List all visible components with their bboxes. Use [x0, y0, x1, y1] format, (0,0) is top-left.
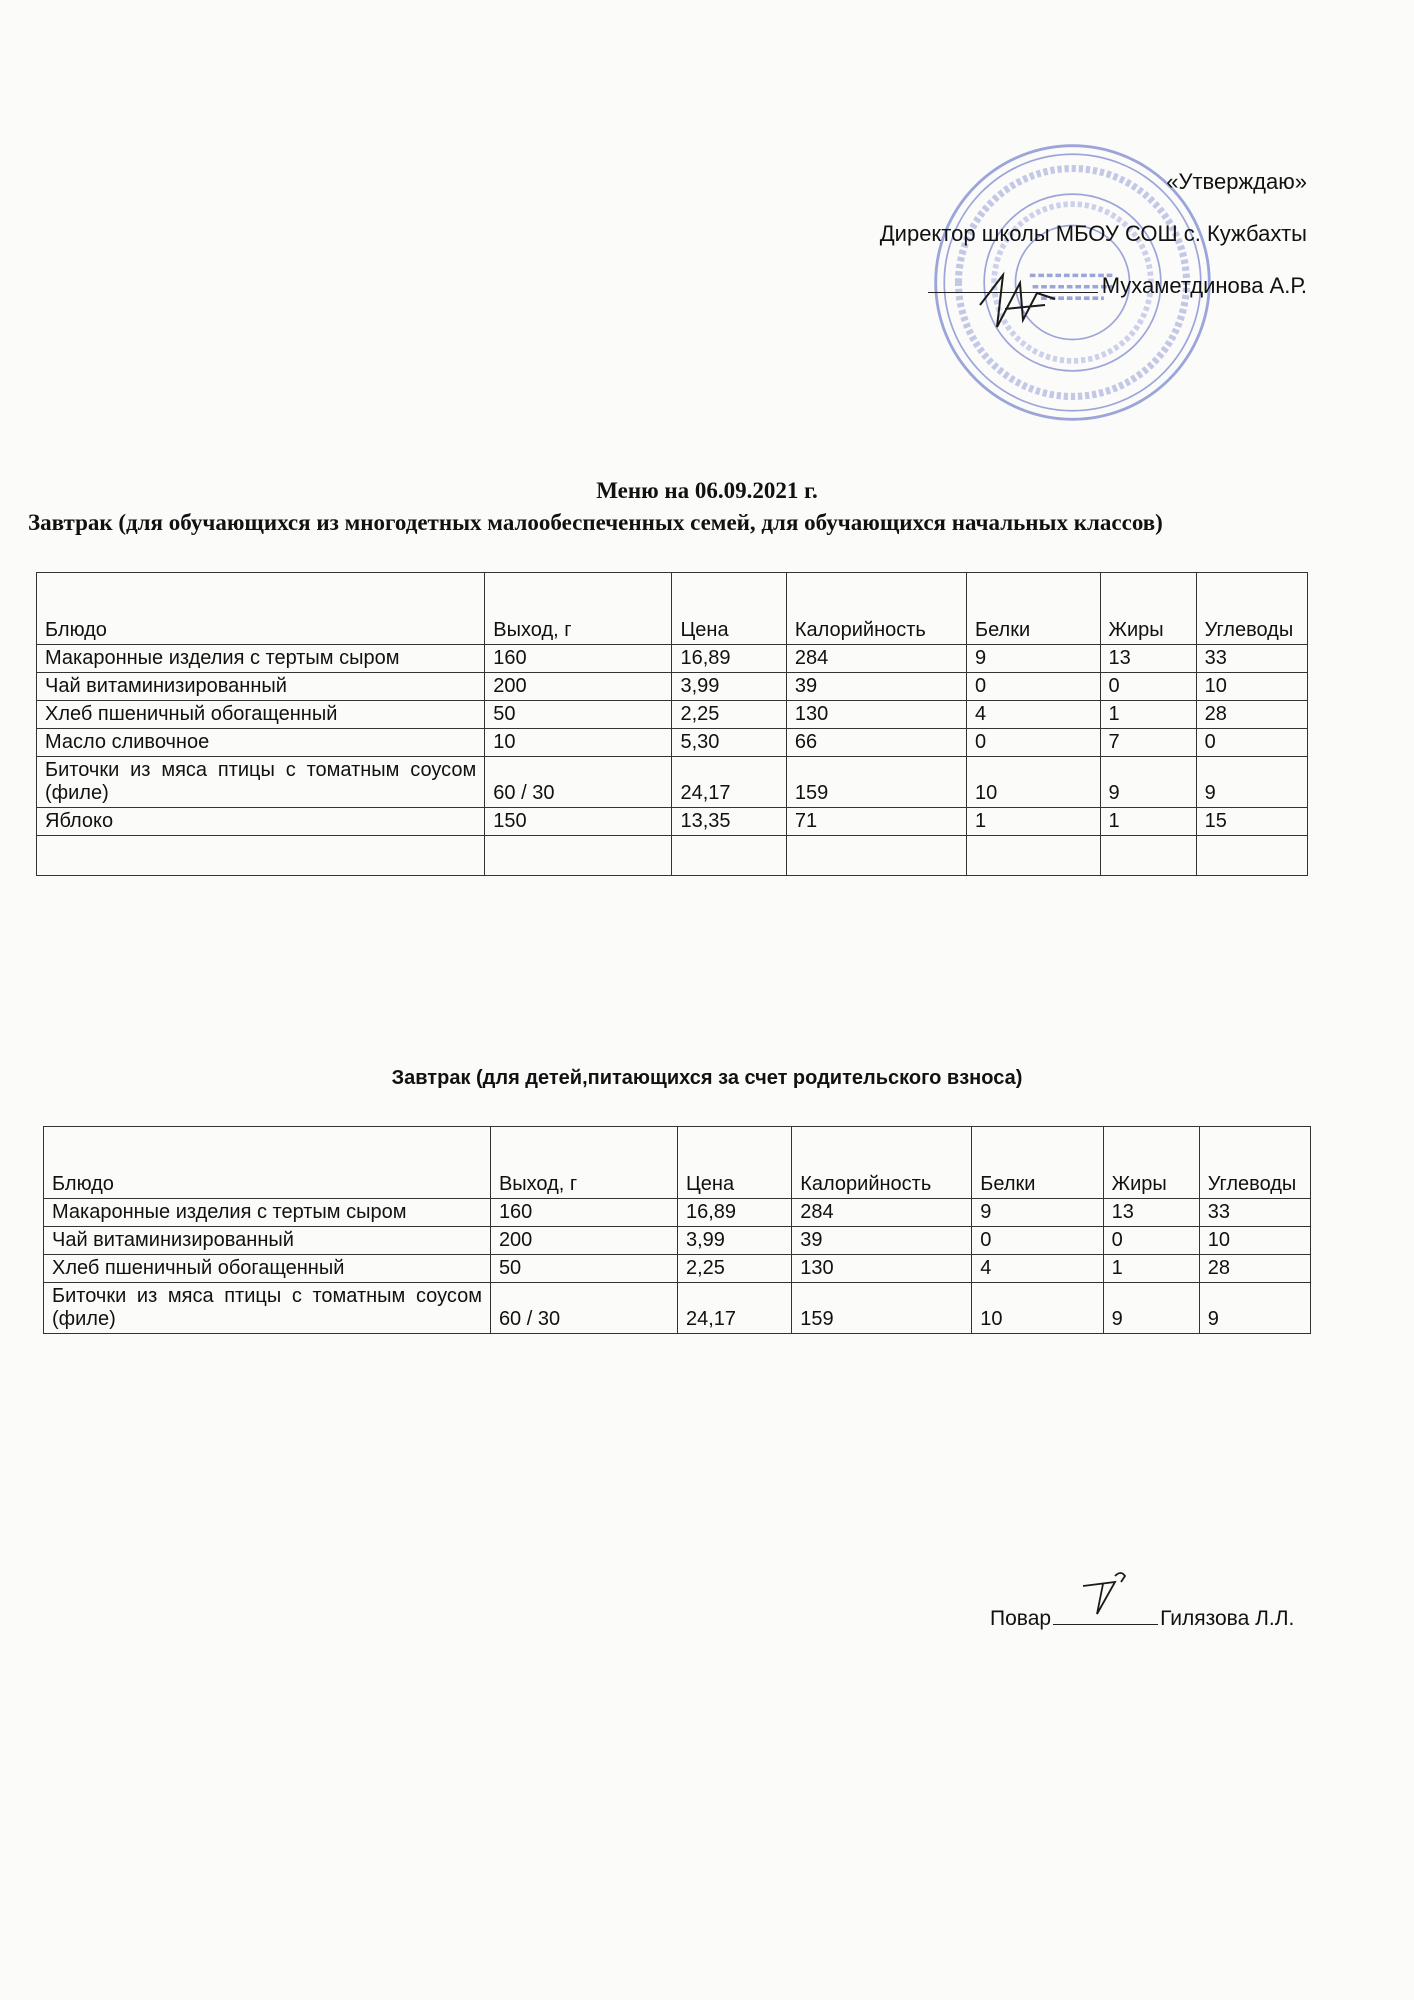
value-cell: 39 [792, 1227, 972, 1255]
table-row [37, 836, 1308, 876]
value-cell: 10 [966, 757, 1100, 808]
column-header-4: Белки [972, 1127, 1103, 1199]
value-cell: 60 / 30 [485, 757, 672, 808]
value-cell: 9 [972, 1199, 1103, 1227]
value-cell: 1 [1100, 808, 1196, 836]
value-cell: 150 [485, 808, 672, 836]
director-signature [975, 265, 1065, 335]
value-cell: 0 [1103, 1227, 1199, 1255]
column-header-6: Углеводы [1199, 1127, 1310, 1199]
value-cell: 0 [972, 1227, 1103, 1255]
dish-name-cell: Хлеб пшеничный обогащенный [37, 701, 485, 729]
column-header-2: Цена [672, 573, 786, 645]
value-cell [485, 836, 672, 876]
value-cell: 50 [490, 1255, 677, 1283]
dish-name-cell: Макаронные изделия с тертым сыром [44, 1199, 491, 1227]
value-cell: 33 [1199, 1199, 1310, 1227]
value-cell: 159 [786, 757, 966, 808]
dish-name-cell [37, 836, 485, 876]
value-cell: 4 [972, 1255, 1103, 1283]
value-cell: 9 [1103, 1283, 1199, 1334]
column-header-6: Углеводы [1196, 573, 1307, 645]
dish-name-cell: Макаронные изделия с тертым сыром [37, 645, 485, 673]
value-cell: 71 [786, 808, 966, 836]
dish-name-cell: Масло сливочное [37, 729, 485, 757]
column-header-4: Белки [966, 573, 1100, 645]
value-cell: 0 [966, 673, 1100, 701]
cook-signature-block [990, 1607, 1294, 1631]
value-cell: 130 [786, 701, 966, 729]
value-cell: 2,25 [678, 1255, 792, 1283]
value-cell: 3,99 [672, 673, 786, 701]
table-row [37, 808, 1308, 836]
table-row [37, 757, 1308, 808]
value-cell: 7 [1100, 729, 1196, 757]
value-cell: 3,99 [678, 1227, 792, 1255]
page-title: Меню на 06.09.2021 г. [596, 478, 818, 503]
value-cell: 9 [1196, 757, 1307, 808]
value-cell: 24,17 [678, 1283, 792, 1334]
value-cell: 5,30 [672, 729, 786, 757]
table-row [44, 1283, 1311, 1334]
section-2-title: Завтрак (для детей,питающихся за счет родительского взноса) [391, 1067, 1023, 1089]
value-cell: 9 [966, 645, 1100, 673]
approve-label: «Утверждаю» [1166, 169, 1307, 194]
value-cell [786, 836, 966, 876]
value-cell: 284 [786, 645, 966, 673]
value-cell: 10 [1199, 1227, 1310, 1255]
table-row [37, 701, 1308, 729]
value-cell: 0 [1196, 729, 1307, 757]
column-header-0: Блюдо [37, 573, 485, 645]
value-cell: 0 [1100, 673, 1196, 701]
table-row [37, 645, 1308, 673]
table-row [44, 1255, 1311, 1283]
value-cell: 1 [1103, 1255, 1199, 1283]
value-cell: 130 [792, 1255, 972, 1283]
column-header-2: Цена [678, 1127, 792, 1199]
dish-name-cell: Чай витаминизированный [37, 673, 485, 701]
table-row [44, 1227, 1311, 1255]
value-cell: 10 [972, 1283, 1103, 1334]
dish-name-cell: Чай витаминизированный [44, 1227, 491, 1255]
value-cell: 15 [1196, 808, 1307, 836]
value-cell: 9 [1100, 757, 1196, 808]
column-header-5: Жиры [1103, 1127, 1199, 1199]
column-header-1: Выход, г [490, 1127, 677, 1199]
table-row [37, 729, 1308, 757]
value-cell: 13 [1103, 1199, 1199, 1227]
value-cell: 10 [485, 729, 672, 757]
section-1-title: Завтрак (для обучающихся из многодетных малообеспеченных семей, для обучающихся начальных классов) [28, 510, 1163, 535]
dish-name-cell: Хлеб пшеничный обогащенный [44, 1255, 491, 1283]
value-cell [672, 836, 786, 876]
value-cell: 60 / 30 [490, 1283, 677, 1334]
value-cell: 28 [1196, 701, 1307, 729]
menu-table-2 [43, 1126, 1311, 1334]
value-cell: 16,89 [678, 1199, 792, 1227]
value-cell: 284 [792, 1199, 972, 1227]
column-header-1: Выход, г [485, 573, 672, 645]
dish-name-cell: Биточки из мяса птицы с томатным соусом (филе) [44, 1283, 491, 1334]
value-cell: 66 [786, 729, 966, 757]
value-cell: 160 [490, 1199, 677, 1227]
value-cell: 4 [966, 701, 1100, 729]
approval-block [880, 168, 1307, 324]
value-cell [1196, 836, 1307, 876]
value-cell: 39 [786, 673, 966, 701]
value-cell [1100, 836, 1196, 876]
column-header-0: Блюдо [44, 1127, 491, 1199]
value-cell: 1 [966, 808, 1100, 836]
value-cell: 24,17 [672, 757, 786, 808]
director-name: Мухаметдинова А.Р. [1101, 273, 1307, 298]
menu-table-1 [36, 572, 1308, 876]
table-row [37, 673, 1308, 701]
column-header-3: Калорийность [792, 1127, 972, 1199]
cook-name: Гилязова Л.Л. [1160, 1607, 1295, 1630]
director-line: Директор школы МБОУ СОШ с. Кужбахты [879, 221, 1307, 246]
cook-signature [1075, 1568, 1135, 1618]
value-cell: 50 [485, 701, 672, 729]
value-cell: 1 [1100, 701, 1196, 729]
dish-name-cell: Биточки из мяса птицы с томатным соусом (филе) [37, 757, 485, 808]
value-cell: 16,89 [672, 645, 786, 673]
value-cell: 28 [1199, 1255, 1310, 1283]
value-cell: 13,35 [672, 808, 786, 836]
column-header-5: Жиры [1100, 573, 1196, 645]
value-cell: 33 [1196, 645, 1307, 673]
value-cell: 13 [1100, 645, 1196, 673]
value-cell: 159 [792, 1283, 972, 1334]
value-cell [966, 836, 1100, 876]
value-cell: 200 [490, 1227, 677, 1255]
table-row [44, 1199, 1311, 1227]
cook-label: Повар [990, 1607, 1052, 1630]
value-cell: 2,25 [672, 701, 786, 729]
value-cell: 160 [485, 645, 672, 673]
value-cell: 9 [1199, 1283, 1310, 1334]
dish-name-cell: Яблоко [37, 808, 485, 836]
value-cell: 0 [966, 729, 1100, 757]
column-header-3: Калорийность [786, 573, 966, 645]
value-cell: 10 [1196, 673, 1307, 701]
value-cell: 200 [485, 673, 672, 701]
